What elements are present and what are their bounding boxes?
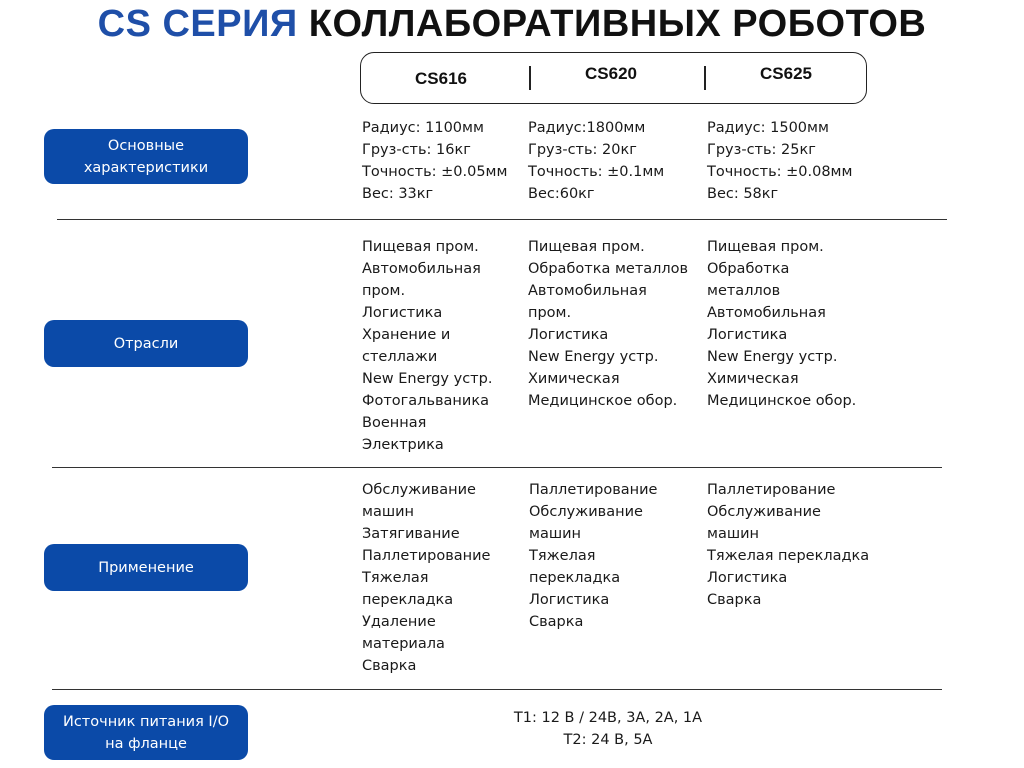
applications-cs616 [362, 479, 490, 677]
cell-line: Медицинское обор. [707, 393, 857, 409]
title-accent: CS СЕРИЯ [97, 3, 298, 45]
cell-line: Паллетирование [707, 482, 836, 498]
cell-line: Логистика [362, 305, 443, 321]
cell-line: машин [362, 504, 414, 520]
cell-line: перекладка [529, 570, 621, 586]
cell-line: пром. [528, 305, 572, 321]
category-specs: Основные характеристики [44, 129, 248, 184]
divider [704, 66, 706, 90]
cell-line: Тяжелая [529, 548, 596, 564]
title-rest: КОЛЛАБОРАТИВНЫХ РОБОТОВ [308, 3, 927, 45]
cell-line: перекладка [362, 592, 454, 608]
cell-line: Электрика [362, 437, 444, 453]
cell-line: Хранение и [362, 327, 451, 343]
cell-line: Обслуживание [362, 482, 476, 498]
applications-cs625 [707, 479, 869, 611]
model-header [360, 52, 867, 104]
category-industries: Отрасли [44, 320, 248, 367]
cell-line: Точность: ±0.05мм [362, 164, 508, 180]
cell-line: металлов [707, 283, 781, 299]
specs-cs625 [707, 117, 852, 205]
cell-line: Груз-сть: 25кг [707, 142, 816, 158]
cell-line: Автомобильная [362, 261, 481, 277]
cell-line: Удаление [362, 614, 436, 630]
model-cs616: CS616 [415, 69, 467, 88]
cell-line: Точность: ±0.08мм [707, 164, 853, 180]
cell-line: Медицинское обор. [528, 393, 678, 409]
cell-line: Химическая [528, 371, 620, 387]
cell-line: Обработка металлов [528, 261, 689, 277]
model-cs620: CS620 [585, 64, 637, 83]
cell-line: пром. [362, 283, 406, 299]
cell-line: Паллетирование [529, 482, 658, 498]
cell-line: Пищевая пром. [528, 239, 645, 255]
cell-line: Затягивание [362, 526, 460, 542]
cell-line: Сварка [707, 592, 762, 608]
cell-line: Логистика [707, 570, 788, 586]
cell-line: Сварка [362, 658, 417, 674]
cell-line: Груз-сть: 20кг [528, 142, 637, 158]
industries-cs620 [528, 236, 688, 412]
cell-line: Химическая [707, 371, 799, 387]
power-line-2: T2: 24 В, 5А [563, 732, 653, 748]
power-spec [430, 707, 786, 751]
cell-line: Вес: 58кг [707, 186, 779, 202]
cell-line: Обслуживание [707, 504, 821, 520]
cell-line: машин [529, 526, 581, 542]
cell-line: Вес:60кг [528, 186, 595, 202]
row-divider [52, 689, 942, 690]
cell-line: Точность: ±0.1мм [528, 164, 665, 180]
cell-line: Логистика [528, 327, 609, 343]
cell-line: Радиус:1800мм [528, 120, 646, 136]
power-line-1: T1: 12 В / 24В, 3А, 2А, 1А [513, 710, 703, 726]
cell-line: New Energy устр. [707, 349, 838, 365]
specs-cs620 [528, 117, 664, 205]
applications-cs620 [529, 479, 657, 633]
row-divider [52, 467, 942, 468]
cell-line: Паллетирование [362, 548, 491, 564]
industries-cs625 [707, 236, 856, 412]
cell-line: машин [707, 526, 759, 542]
cell-line: New Energy устр. [362, 371, 493, 387]
cell-line: Логистика [529, 592, 610, 608]
divider [529, 66, 531, 90]
cell-line: Обслуживание [529, 504, 643, 520]
industries-cs616 [362, 236, 492, 456]
cell-line: Радиус: 1100мм [362, 120, 484, 136]
specs-cs616 [362, 117, 507, 205]
category-applications: Применение [44, 544, 248, 591]
cell-line: Радиус: 1500мм [707, 120, 829, 136]
cell-line: Вес: 33кг [362, 186, 434, 202]
cell-line: Тяжелая [362, 570, 429, 586]
cell-line: Груз-сть: 16кг [362, 142, 471, 158]
category-power: Источник питания I/O на фланце [44, 705, 248, 760]
cell-line: Военная [362, 415, 427, 431]
cell-line: стеллажи [362, 349, 438, 365]
cell-line: Логистика [707, 327, 788, 343]
page-title [0, 0, 1024, 48]
row-divider [57, 219, 947, 220]
cell-line: Обработка [707, 261, 790, 277]
cell-line: Автомобильная [528, 283, 647, 299]
cell-line: New Energy устр. [528, 349, 659, 365]
cell-line: Тяжелая перекладка [707, 548, 870, 564]
cell-line: Сварка [529, 614, 584, 630]
cell-line: материала [362, 636, 445, 652]
cell-line: Фотогальваника [362, 393, 489, 409]
model-cs625: CS625 [760, 64, 812, 83]
cell-line: Пищевая пром. [362, 239, 479, 255]
cell-line: Пищевая пром. [707, 239, 824, 255]
cell-line: Автомобильная [707, 305, 826, 321]
